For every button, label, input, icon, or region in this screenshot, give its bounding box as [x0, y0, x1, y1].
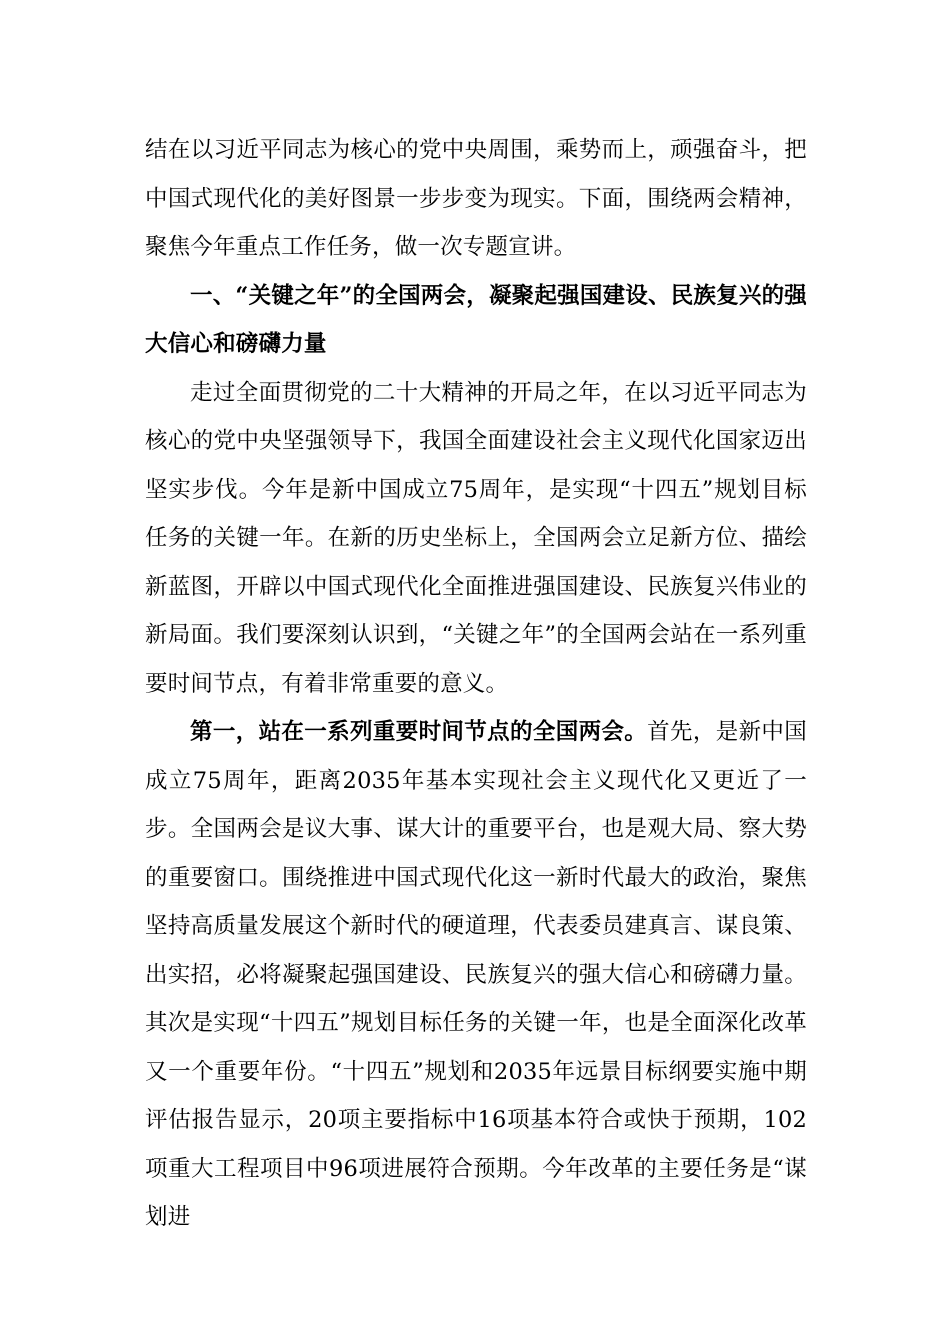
first-point-lead: 第一，站在一系列重要时间节点的全国两会。	[190, 719, 648, 745]
first-point-paragraph	[145, 708, 807, 1242]
intro-paragraph: 走过全面贯彻党的二十大精神的开局之年，在以习近平同志为核心的党中央坚强领导下，我国全面建设社会主义现代化国家迈出坚实步伐。今年是新中国成立75周年，是实现“十四五”规划目标任务的关键一年。在新的历史坐标上，全国两会立足新方位、描绘新蓝图，开辟以中国式现代化全面推进强国建设、民族复兴伟业的新局面。我们要深刻认识到，“关键之年”的全国两会站在一系列重要时间节点，有着非常重要的意义。	[145, 379, 807, 697]
document-body	[145, 126, 807, 1242]
first-point-text: 首先，是新中国成立75周年，距离2035年基本实现社会主义现代化又更近了一步。全国两会是议大事、谋大计的重要平台，也是观大局、察大势的重要窗口。围绕推进中国式现代化这一新时代最大的政治，聚焦坚持高质量发展这个新时代的硬道理，代表委员建真言、谋良策、出实招，必将凝聚起强国建设、民族复兴的强大信心和磅礴力量。其次是实现“十四五”规划目标任务的关键一年，也是全面深化改革又一个重要年份。“十四五”规划和2035年远景目标纲要实施中期评估报告显示，20项主要指标中16项基本符合或快于预期，102 项重大工程项目中96项进展符合预期。今年改革的主要任务是“谋划进	[145, 719, 807, 1230]
section-heading: 一、“关键之年”的全国两会，凝聚起强国建设、民族复兴的强大信心和磅礴力量	[145, 282, 807, 357]
continued-paragraph: 结在以习近平同志为核心的党中央周围，乘势而上，顽强奋斗，把中国式现代化的美好图景一步步变为现实。下面，围绕两会精神，聚焦今年重点工作任务，做一次专题宣讲。	[145, 137, 807, 260]
